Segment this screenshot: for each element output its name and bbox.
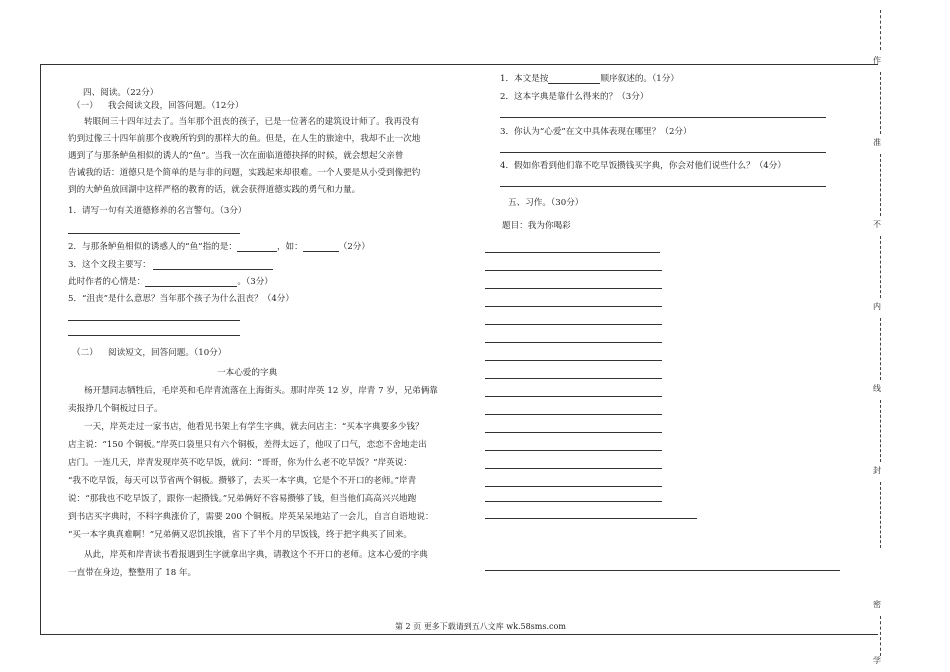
seal-dashed-line xyxy=(880,72,881,134)
part1-label: （一） xyxy=(72,101,98,111)
composition-line[interactable] xyxy=(485,306,662,307)
section4-heading: 四、阅读。（22分） xyxy=(83,88,159,98)
seal-dashed-line xyxy=(880,400,881,462)
question-3-text: 3．这个文段主要写： xyxy=(68,260,151,270)
answer-blank-q2b[interactable] xyxy=(303,242,339,252)
composition-line[interactable] xyxy=(485,324,662,325)
story-line: “买一本字典真难啊！”兄弟俩又忍饥挨饿，省下了半个月的早饭钱，终于把字典买了回来。 xyxy=(68,530,412,540)
composition-line[interactable] xyxy=(485,270,662,271)
composition-line[interactable] xyxy=(485,288,662,289)
seal-char: 不 xyxy=(873,220,881,229)
story-line: “我不吃早饭，每天可以节省两个铜板。攒够了，去买一本字典，它是个不开口的老师。”岸青 xyxy=(68,476,417,486)
question-3-mood-text: 此时作者的心情是： xyxy=(68,277,146,287)
question-5: 5．“沮丧”是什么意思？当年那个孩子为什么沮丧？（4分） xyxy=(68,294,294,304)
passage1-line: 钓到过像三十四年前那个夜晚所钓到的那样大的鱼。但是，在人生的旅途中，我却不止一次地 xyxy=(68,134,421,144)
story-line: 店主说：“150 个铜板。”岸英口袋里只有六个铜板，差得太远了，他叹了口气，恋恋不舍地走出 xyxy=(68,440,427,450)
answer-line-rq4[interactable] xyxy=(500,186,826,187)
story-line: 到书店买字典时，不料字典涨价了，需要 200 个铜板。岸英呆呆地站了一会儿，自言自语地说： xyxy=(68,512,434,522)
story-line: 杨开慧同志牺牲后，毛岸英和毛岸青流落在上海街头。那时岸英 12 岁，岸青 7 岁，兄弟俩靠 xyxy=(84,386,438,396)
answer-line-q5[interactable] xyxy=(68,335,240,336)
question-3-mood xyxy=(68,277,273,287)
composition-line[interactable] xyxy=(485,501,662,502)
corner-char: 学 xyxy=(873,656,881,665)
composition-line[interactable] xyxy=(485,570,840,571)
composition-line[interactable] xyxy=(485,252,660,253)
seal-dashed-line xyxy=(880,482,881,548)
right-question-4: 4．假如你看到他们靠不吃早饭攒钱买字典，你会对他们说些什么？（4分） xyxy=(500,161,786,171)
passage1-line: 遇到了与那条鲈鱼相似的诱人的“鱼”。当我一次在面临道德抉择的时候，就会想起父亲曾 xyxy=(68,151,404,161)
composition-line[interactable] xyxy=(485,396,662,397)
composition-line[interactable] xyxy=(485,360,662,361)
right-question-3: 3．你认为“心爱”在文中具体表现在哪里？（2分） xyxy=(500,127,692,137)
answer-line-q5[interactable] xyxy=(68,320,240,321)
seal-char: 封 xyxy=(873,466,881,475)
seal-dashed-line xyxy=(880,236,881,298)
composition-line[interactable] xyxy=(485,414,662,415)
composition-line[interactable] xyxy=(485,486,662,487)
question-2-mid: ，如： xyxy=(276,242,303,252)
question-3-score: 。（3分） xyxy=(237,277,273,287)
question-3 xyxy=(68,260,273,270)
seal-dashed-line xyxy=(880,616,881,656)
right-question-2: 2．这本字典是靠什么得来的？（3分） xyxy=(500,92,649,102)
frame-left-border xyxy=(40,64,41,635)
seal-dashed-line xyxy=(880,154,881,216)
seal-char: 线 xyxy=(873,384,881,393)
answer-blank-q3b[interactable] xyxy=(145,277,237,287)
answer-blank-q3a[interactable] xyxy=(153,260,273,270)
composition-line[interactable] xyxy=(485,468,662,469)
right-question-1-text: 1．本文是按 xyxy=(500,74,549,84)
passage1-line: 转眼间三十四年过去了。当年那个沮丧的孩子，已是一位著名的建筑设计师了。我再没有 xyxy=(84,117,420,127)
right-question-1 xyxy=(500,74,679,84)
question-2 xyxy=(68,242,370,252)
passage1-line: 到的大鲈鱼放回湖中这样严格的教育的话，就会获得道德实践的勇气和力量。 xyxy=(68,185,361,195)
question-2-score: （2分） xyxy=(338,242,370,252)
story-line: 一天，岸英走过一家书店，他看见书架上有学生字典，就去问店主：“买本字典要多少钱？ xyxy=(84,422,424,432)
composition-line[interactable] xyxy=(485,342,662,343)
question-2-text: 2．与那条鲈鱼相似的诱惑人的“鱼”指的是： xyxy=(68,242,237,252)
page-footer: 第 2 页 更多下载请到五八文库 wk.58sms.com xyxy=(395,622,566,631)
seal-dashed-line xyxy=(880,318,881,380)
part1-instruction: 我会阅读文段，回答问题。（12分） xyxy=(108,101,244,111)
story-line: 一直带在身边，整整用了 18 年。 xyxy=(68,568,197,578)
story-line: 从此，岸英和岸青读书看报遇到生字就拿出字典，请教这个不开口的老师。这本心爱的字典 xyxy=(84,550,428,560)
seal-char: 作 xyxy=(873,56,881,65)
story-line: 卖报挣几个铜板过日子。 xyxy=(68,404,163,414)
seal-dashed-line xyxy=(880,10,881,50)
answer-blank-rq1[interactable] xyxy=(548,74,600,84)
question-1: 1．请写一句有关道德修养的名言警句。（3分） xyxy=(68,206,247,216)
composition-line[interactable] xyxy=(485,518,697,519)
answer-line-rq3[interactable] xyxy=(500,152,826,153)
seal-char: 内 xyxy=(873,302,881,311)
story-line: 店门。一连几天，岸青发现岸英不吃早饭，就问：“哥哥，你为什么老不吃早饭？”岸英说： xyxy=(68,458,412,468)
composition-line[interactable] xyxy=(485,432,662,433)
answer-line-rq2[interactable] xyxy=(500,117,826,118)
answer-line-q1[interactable] xyxy=(68,233,240,234)
part2-instruction: 阅读短文，回答问题。（10分） xyxy=(108,348,227,358)
seal-char: 密 xyxy=(873,600,881,609)
seal-char: 准 xyxy=(873,138,881,147)
frame-bottom-border xyxy=(40,634,878,635)
right-question-1-tail: 顺序叙述的。（1分） xyxy=(600,74,679,84)
answer-blank-q2a[interactable] xyxy=(237,242,277,252)
composition-line[interactable] xyxy=(485,450,662,451)
composition-line[interactable] xyxy=(485,378,662,379)
story-title: 一本心爱的字典 xyxy=(217,368,278,378)
frame-top-border xyxy=(40,64,878,65)
composition-topic: 题目：我为你喝彩 xyxy=(502,221,571,231)
section5-heading: 五、习作。（30分） xyxy=(508,198,584,208)
part2-label: （二） xyxy=(72,348,98,358)
passage1-line: 告诫我的话：道德只是个简单的是与非的问题，实践起来却很难。一个人要是从小受到像把钓 xyxy=(68,168,421,178)
story-line: 说：“那我也不吃早饭了，跟你一起攒钱。”兄弟俩好不容易攒够了钱，但当他们高高兴兴地跑 xyxy=(68,494,417,504)
